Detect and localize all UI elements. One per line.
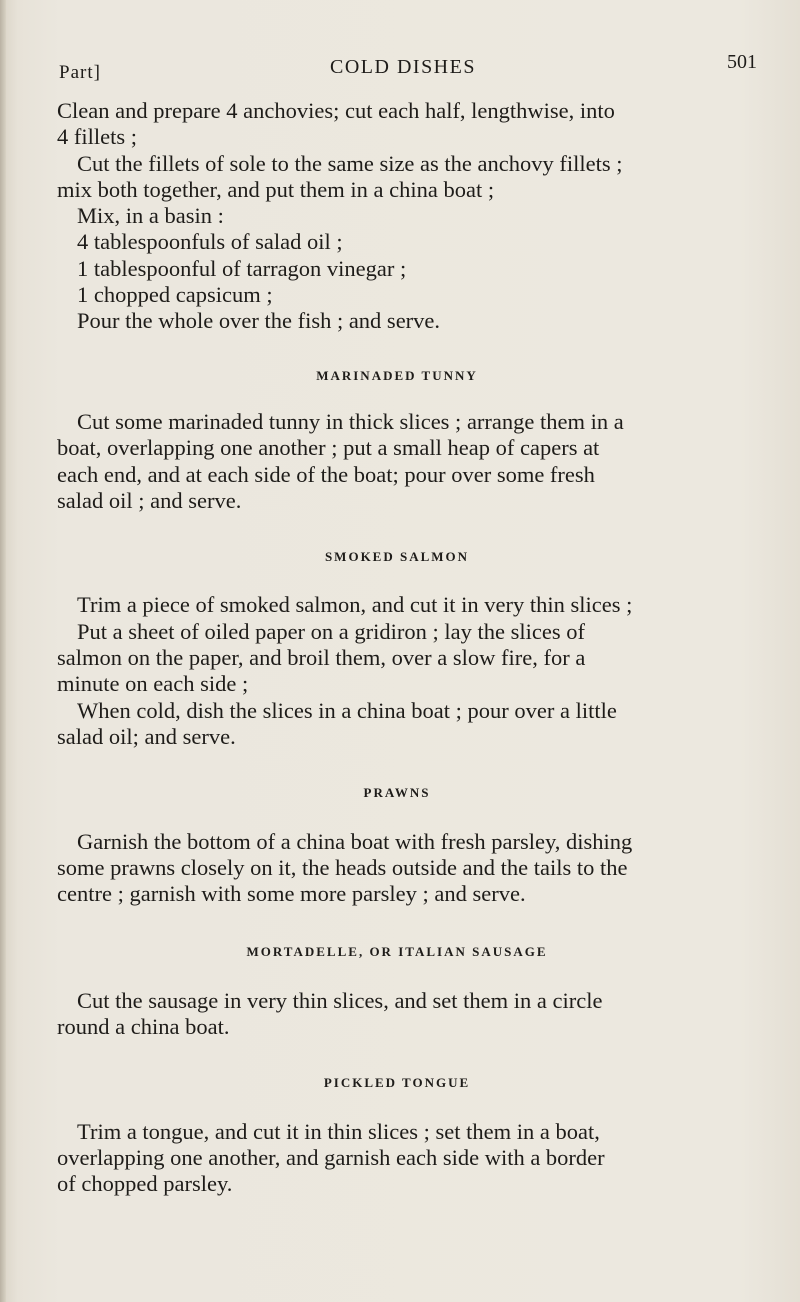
text-line: boat, overlapping one another ; put a small heap of capers at — [57, 435, 600, 461]
page-number: 501 — [727, 51, 757, 73]
intro-recipe — [57, 98, 737, 335]
text-line: centre ; garnish with some more parsley ; and serve. — [57, 881, 526, 907]
text-line: 4 fillets ; — [57, 124, 137, 150]
part-label: Part] — [59, 62, 101, 83]
text-line: Trim a piece of smoked salmon, and cut it in very thin slices ; — [77, 592, 633, 618]
text-line: minute on each side ; — [57, 671, 249, 697]
section-heading: MORTADELLE, OR ITALIAN SAUSAGE — [246, 944, 548, 960]
section-body — [57, 829, 737, 908]
section-heading: PICKLED TONGUE — [323, 1075, 471, 1091]
text-line: Trim a tongue, and cut it in thin slices ; set them in a boat, — [77, 1118, 600, 1144]
section-body — [57, 592, 737, 750]
section-heading: PRAWNS — [363, 785, 431, 801]
text-line: Garnish the bottom of a china boat with fresh parsley, dishing — [77, 828, 633, 854]
section-body — [57, 409, 737, 514]
text-line: of chopped parsley. — [57, 1171, 233, 1197]
text-line: 1 tablespoonful of tarragon vinegar ; — [77, 255, 407, 281]
text-line: When cold, dish the slices in a china boat ; pour over a little — [77, 697, 617, 723]
text-line: Pour the whole over the fish ; and serve. — [77, 308, 441, 334]
text-line: Cut some marinaded tunny in thick slices ; arrange them in a — [77, 408, 624, 434]
text-line: 1 chopped capsicum ; — [77, 282, 273, 308]
text-line: some prawns closely on it, the heads outside and the tails to the — [57, 854, 628, 880]
text-line: Cut the fillets of sole to the same size as the anchovy fillets ; — [77, 150, 623, 176]
running-header — [49, 50, 757, 86]
section-heading: MARINADED TUNNY — [316, 367, 478, 383]
text-line: each end, and at each side of the boat; pour over some fresh — [57, 461, 595, 487]
section-body — [57, 988, 737, 1041]
page-title: COLD DISHES — [330, 56, 476, 78]
section-heading: SMOKED SALMON — [324, 549, 470, 565]
page-edge-shadow — [0, 0, 6, 1302]
text-line: Cut the sausage in very thin slices, and set them in a circle — [77, 987, 603, 1013]
text-line: 4 tablespoonfuls of salad oil ; — [77, 229, 343, 255]
text-line: mix both together, and put them in a china boat ; — [57, 176, 495, 202]
text-line: Clean and prepare 4 anchovies; cut each half, lengthwise, into — [57, 98, 615, 123]
page-body — [57, 98, 737, 1198]
text-line: Mix, in a basin : — [77, 203, 224, 229]
text-line: salad oil; and serve. — [57, 723, 236, 749]
text-line: salmon on the paper, and broil them, over a slow fire, for a — [57, 645, 586, 671]
text-line: overlapping one another, and garnish each side with a border — [57, 1144, 605, 1170]
section-body — [57, 1119, 737, 1198]
text-line: round a china boat. — [57, 1014, 230, 1040]
text-line: salad oil ; and serve. — [57, 487, 242, 513]
text-line: Put a sheet of oiled paper on a gridiron ; lay the slices of — [77, 618, 585, 644]
